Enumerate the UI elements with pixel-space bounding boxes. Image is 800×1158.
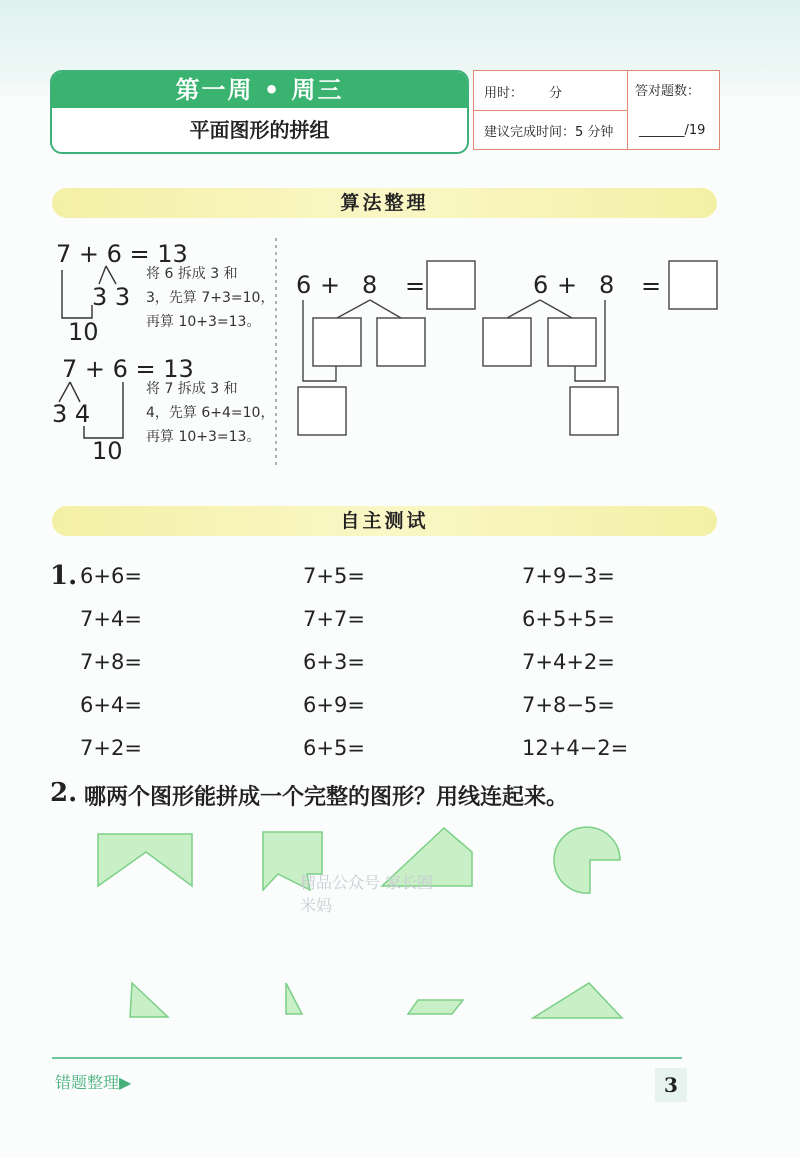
q1-item[interactable]: 12+4−2= bbox=[522, 736, 629, 760]
example2-split: 3 4 bbox=[52, 400, 91, 428]
q2-text: 哪两个图形能拼成一个完整的图形？用线连起来。 bbox=[84, 785, 569, 810]
q1-item[interactable]: 6+3= bbox=[303, 650, 365, 674]
practice-left-b: 8 bbox=[362, 271, 378, 299]
q1-item[interactable]: 7+4+2= bbox=[522, 650, 615, 674]
practice-left-a: 6 bbox=[296, 271, 312, 299]
footer-label: 错题整理▶ bbox=[55, 1073, 132, 1092]
topic-title: 平面图形的拼组 bbox=[189, 118, 330, 142]
q1-item[interactable]: 6+9= bbox=[303, 693, 365, 717]
time-label: 用时： bbox=[484, 86, 524, 101]
q1-item[interactable]: 7+8= bbox=[80, 650, 142, 674]
section-self-test: 自主测试 bbox=[52, 506, 717, 536]
suggest-time: 建议完成时间：5 分钟 bbox=[484, 125, 614, 140]
shape-bottom-3[interactable] bbox=[408, 1000, 463, 1014]
shape-bottom-4[interactable] bbox=[533, 983, 622, 1018]
shape-bottom-1[interactable] bbox=[130, 983, 168, 1017]
practice-left-plus: + bbox=[320, 271, 341, 299]
example2-ten: 10 bbox=[92, 437, 123, 465]
example2-note: 将 7 拆成 3 和 4，先算 6+4=10， 再算 10+3=13。 bbox=[146, 381, 275, 445]
q1-item[interactable]: 7+8−5= bbox=[522, 693, 615, 717]
q1-item[interactable]: 7+2= bbox=[80, 736, 142, 760]
watermark: 精品公众号 家长圈 米妈 bbox=[300, 873, 434, 915]
q2-number: 2. bbox=[50, 778, 78, 808]
week-day-title: 第一周 • 周三 bbox=[52, 72, 467, 108]
q1-item[interactable]: 7+4= bbox=[80, 607, 142, 631]
q1-item[interactable]: 6+4= bbox=[80, 693, 142, 717]
q1-number: 1. bbox=[50, 561, 78, 591]
example1-note: 将 6 拆成 3 和 3，先算 7+3=10， 再算 10+3=13。 bbox=[146, 266, 275, 330]
q1-item[interactable]: 6+6= bbox=[80, 564, 142, 588]
correct-label: 答对题数： bbox=[635, 84, 701, 99]
example1-equation: 7 + 6 = 13 bbox=[56, 240, 188, 268]
q1-item[interactable]: 7+5= bbox=[303, 564, 365, 588]
practice-right-eq: = bbox=[641, 272, 662, 300]
q1-item[interactable]: 6+5= bbox=[303, 736, 365, 760]
time-unit: 分 bbox=[549, 86, 563, 101]
example1-ten: 10 bbox=[68, 318, 99, 346]
practice-right-b: 8 bbox=[599, 271, 615, 299]
shape-top-4[interactable] bbox=[554, 827, 620, 893]
example2-equation: 7 + 6 = 13 bbox=[62, 355, 194, 383]
page-number: 3 bbox=[655, 1068, 687, 1102]
practice-right-a: 6 bbox=[533, 271, 549, 299]
example1-split: 3 3 bbox=[92, 283, 131, 311]
q1-item[interactable]: 7+7= bbox=[303, 607, 365, 631]
footer-divider bbox=[52, 1057, 682, 1059]
score-value: _______/19 bbox=[639, 123, 706, 138]
q1-item[interactable]: 7+9−3= bbox=[522, 564, 615, 588]
q1-item[interactable]: 6+5+5= bbox=[522, 607, 615, 631]
practice-right-plus: + bbox=[557, 271, 578, 299]
practice-left-eq: = bbox=[405, 272, 426, 300]
shape-top-1[interactable] bbox=[98, 834, 192, 886]
section-algorithm: 算法整理 bbox=[52, 188, 717, 218]
